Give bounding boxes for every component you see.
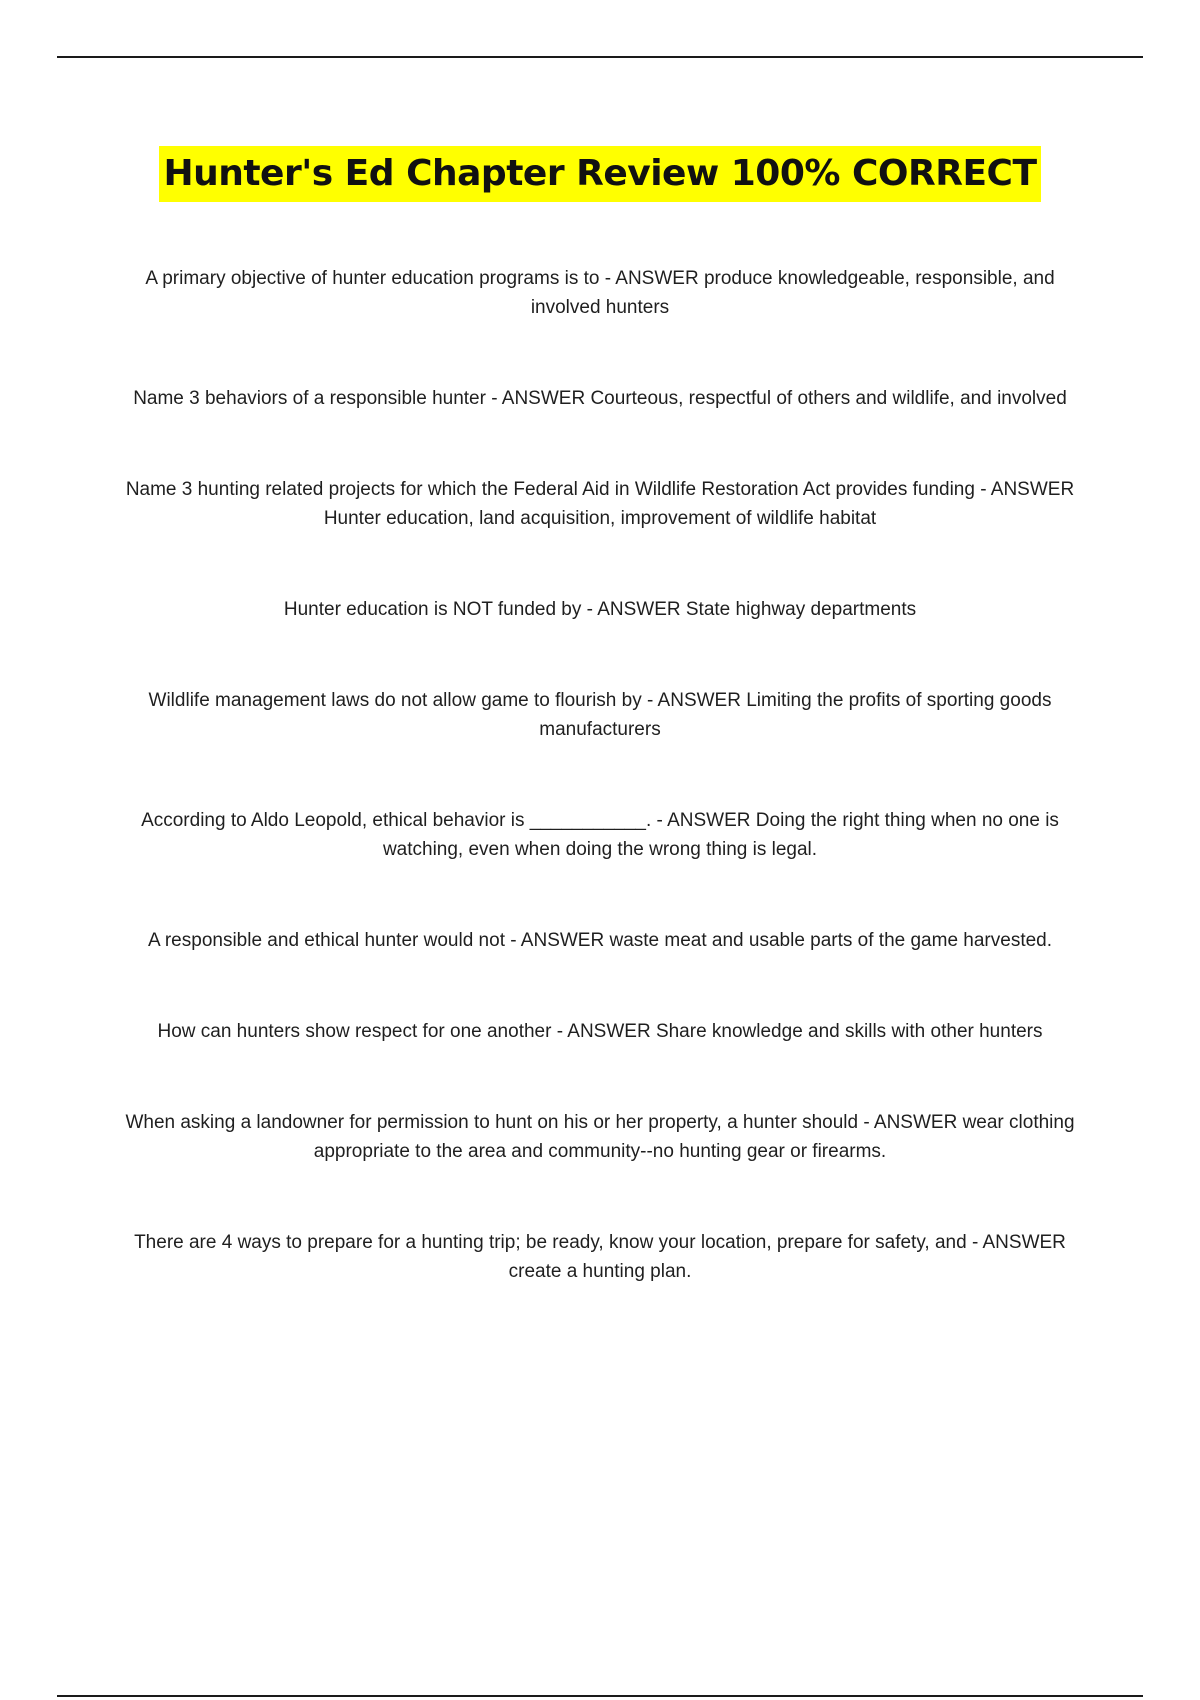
bottom-rule <box>57 1695 1143 1697</box>
qa-list <box>120 264 1080 1348</box>
qa-item: How can hunters show respect for one another - ANSWER Share knowledge and skills with other hunters <box>157 1021 1043 1042</box>
qa-item: There are 4 ways to prepare for a hunting trip; be ready, know your location, prepare for safety, and - ANSWER create a hunting plan. <box>134 1232 1066 1282</box>
qa-item: Wildlife management laws do not allow game to flourish by - ANSWER Limiting the profits of sporting goods manufacturers <box>148 690 1052 740</box>
qa-item: A primary objective of hunter education programs is to - ANSWER produce knowledgeable, responsible, and involved hunters <box>145 268 1055 318</box>
qa-item: Name 3 hunting related projects for which the Federal Aid in Wildlife Restoration Act provides funding - ANSWER Hunter education, land acquisition, improvement of wildlife habitat <box>125 479 1075 529</box>
document-title: Hunter's Ed Chapter Review 100% CORRECT <box>159 146 1040 202</box>
qa-item: Name 3 behaviors of a responsible hunter - ANSWER Courteous, respectful of others and wildlife, and involved <box>133 388 1067 409</box>
qa-item: When asking a landowner for permission to hunt on his or her property, a hunter should - ANSWER wear clothing appropriate to the area and community--no hunting gear or firearms. <box>125 1112 1075 1162</box>
qa-item: According to Aldo Leopold, ethical behavior is ___________. - ANSWER Doing the right thing when no one is watching, even when doing the wrong thing is legal. <box>141 810 1059 860</box>
title-container <box>0 146 1200 202</box>
top-rule <box>57 56 1143 58</box>
qa-item: Hunter education is NOT funded by - ANSWER State highway departments <box>283 599 917 620</box>
qa-item: A responsible and ethical hunter would not - ANSWER waste meat and usable parts of the game harvested. <box>147 930 1053 951</box>
